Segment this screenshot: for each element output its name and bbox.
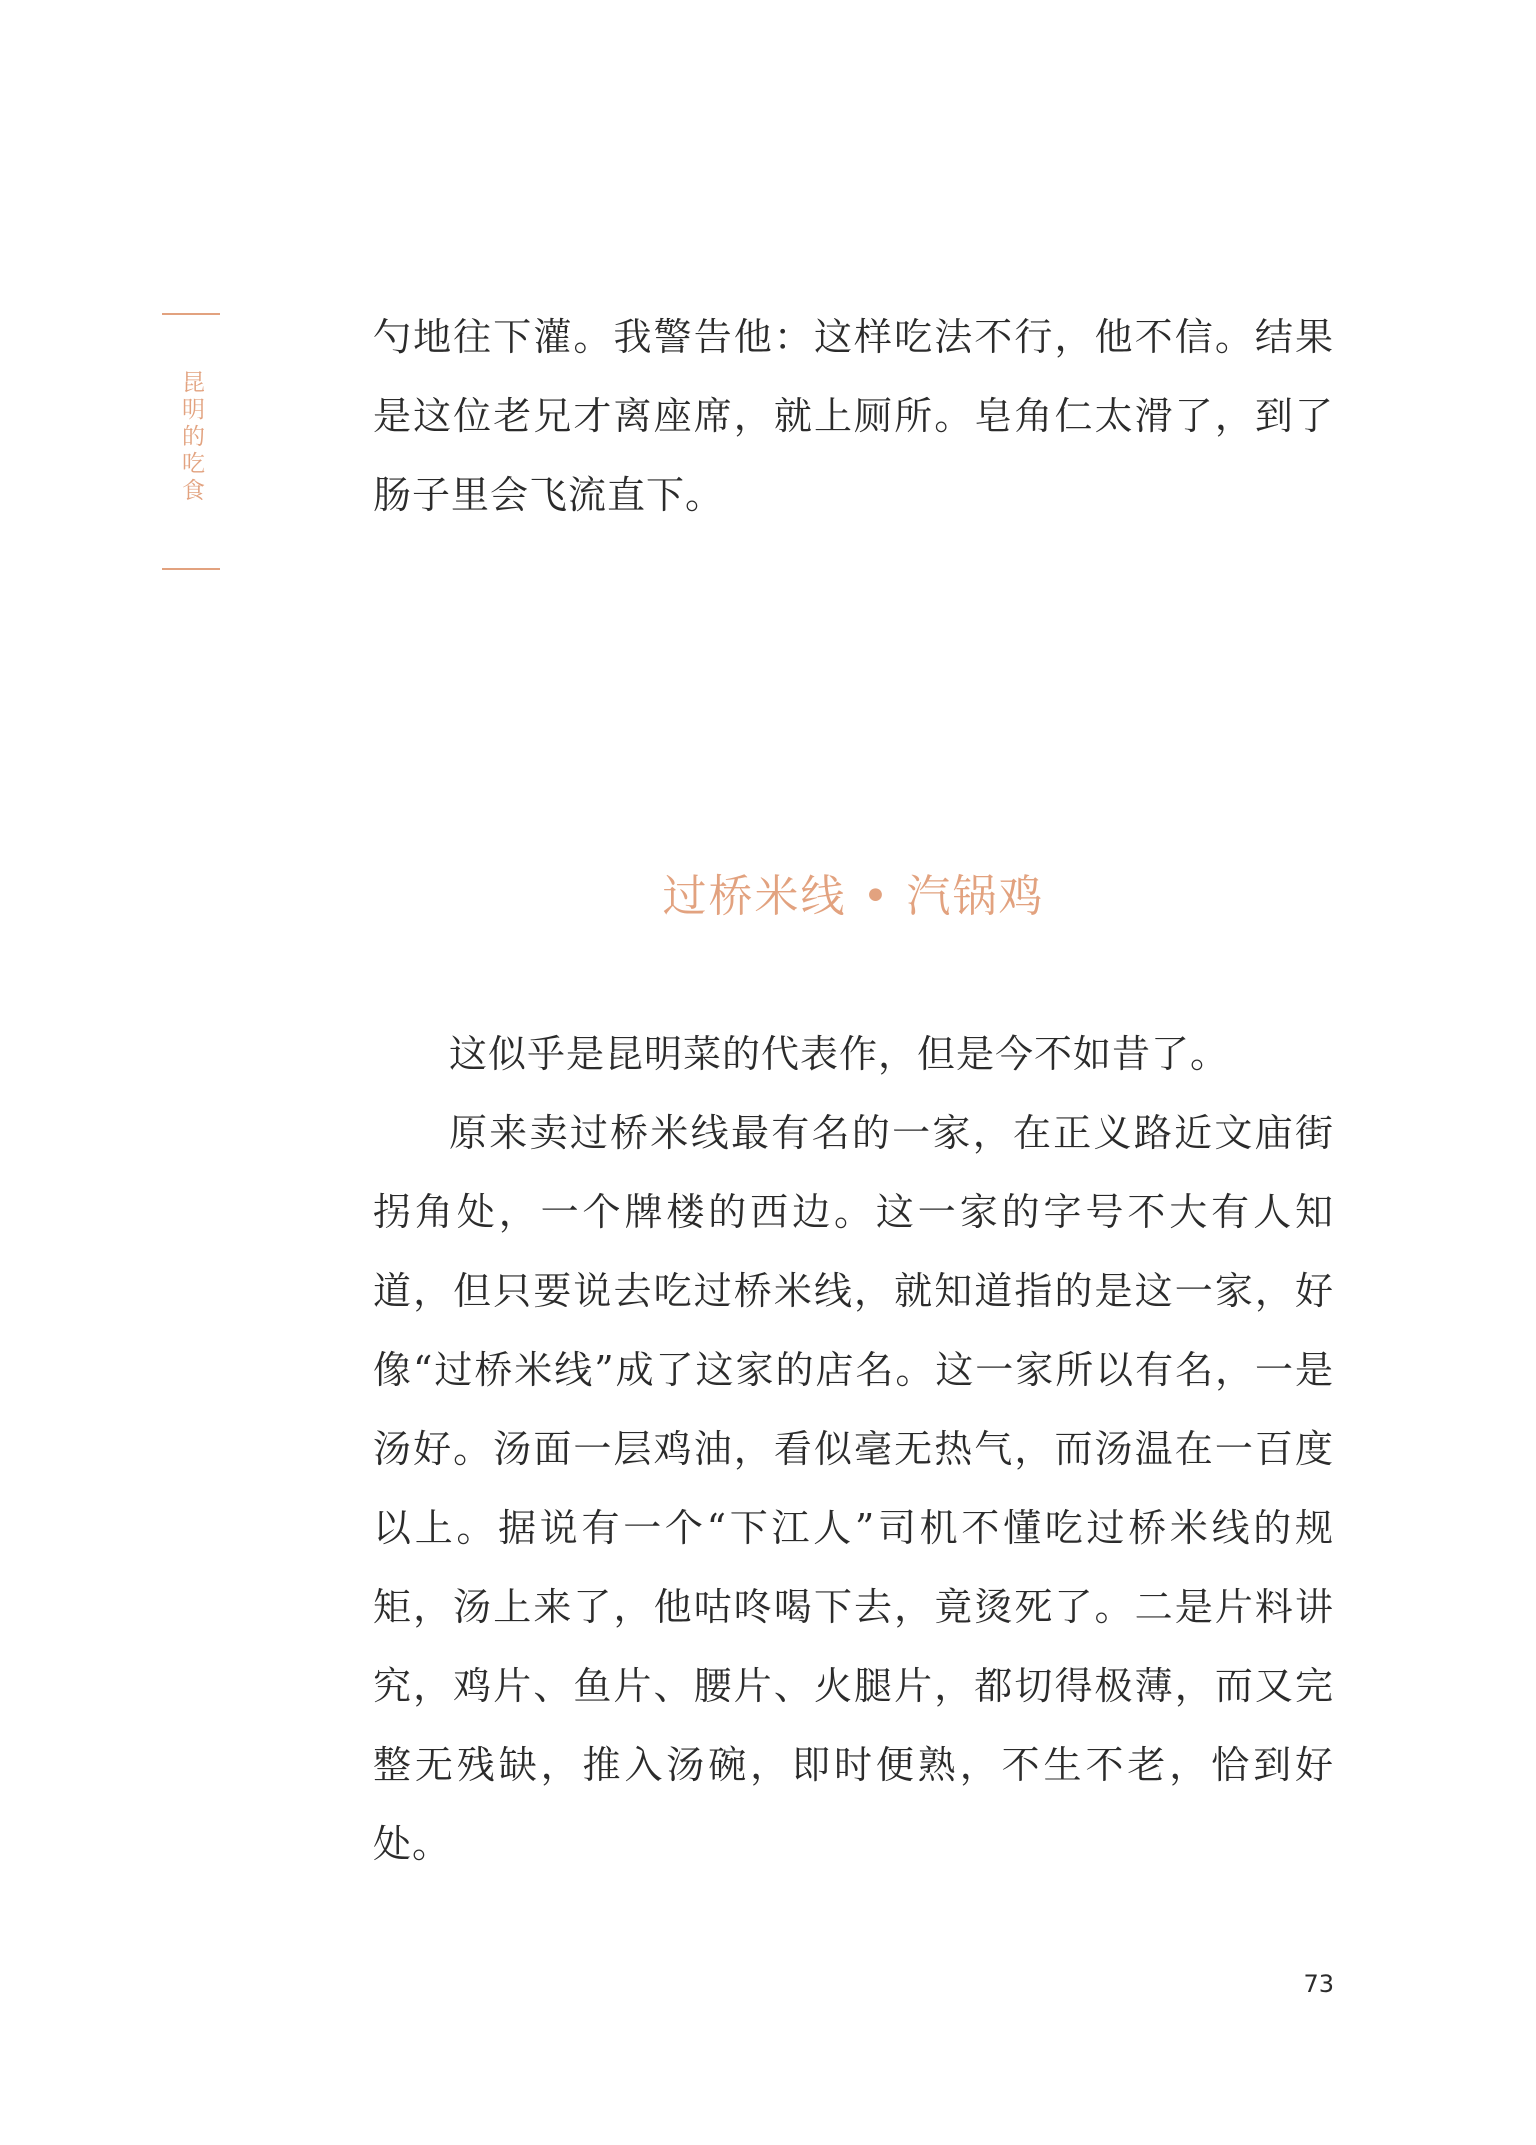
section-title: 过桥米线 • 汽锅鸡 bbox=[662, 871, 1045, 922]
running-header-bottom-rule bbox=[162, 568, 220, 570]
continued-text-block bbox=[373, 298, 1334, 535]
body-paragraph: 这似乎是昆明菜的代表作，但是今不如昔了。 bbox=[449, 1032, 1230, 1076]
page-number: 73 bbox=[1303, 1970, 1334, 1998]
running-header-title: 昆明的吃食 bbox=[178, 370, 204, 505]
running-header-top-rule bbox=[162, 313, 220, 315]
continued-paragraph: 勺地往下灌。我警告他：这样吃法不行，他不信。结果是这位老兄才离座席，就上厕所。皂角仁太滑了，到了肠子里会飞流直下。 bbox=[373, 315, 1334, 517]
section-body bbox=[373, 1015, 1334, 1884]
body-paragraph: 原来卖过桥米线最有名的一家，在正义路近文庙街拐角处，一个牌楼的西边。这一家的字号不大有人知道，但只要说去吃过桥米线，就知道指的是这一家，好像“过桥米线”成了这家的店名。这一家所以有名，一是汤好。汤面一层鸡油，看似毫无热气，而汤温在一百度以上。据说有一个“下江人”司机不懂吃过桥米线的规矩，汤上来了，他咕咚喝下去，竟烫死了。二是片料讲究，鸡片、鱼片、腰片、火腿片，都切得极薄，而又完整无残缺，推入汤碗，即时便熟，不生不老，恰到好处。 bbox=[373, 1111, 1334, 1866]
